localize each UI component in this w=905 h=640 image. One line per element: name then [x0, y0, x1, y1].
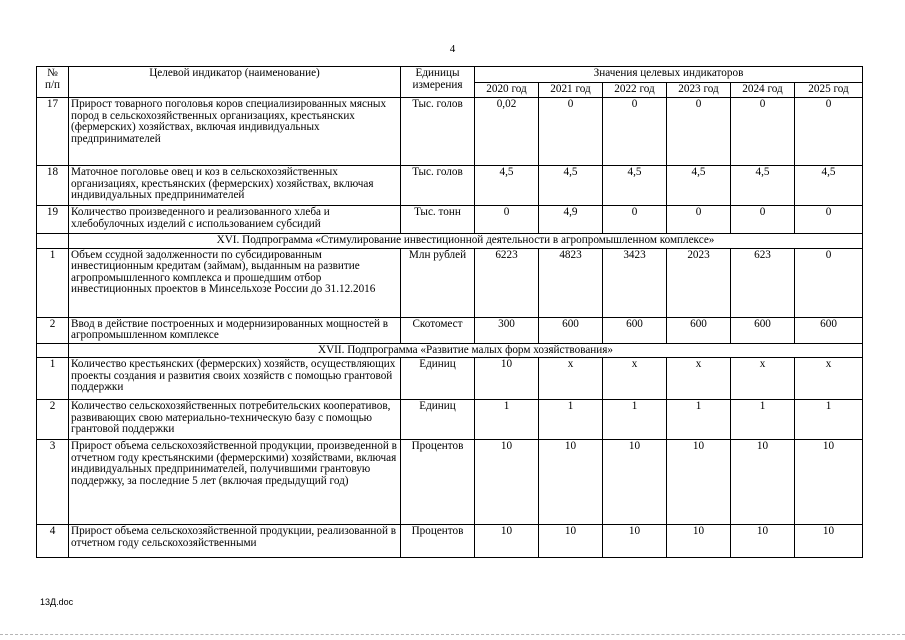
bottom-scan-line [0, 634, 905, 635]
value-cell: x [539, 358, 603, 400]
value-cell: 0 [795, 206, 863, 234]
header-units: Единицы измерения [401, 67, 475, 98]
page-number: 4 [449, 43, 456, 55]
value-cell: 623 [731, 248, 795, 317]
unit-cell: Единиц [401, 400, 475, 440]
value-cell: 4,5 [539, 166, 603, 206]
header-indicator: Целевой индикатор (наименование) [69, 67, 401, 98]
section-row [37, 234, 863, 249]
header-year: 2020 год [475, 83, 539, 98]
indicator-name: Количество сельскохозяйственных потребительских кооперативов, развивающих свою материально-техническую базу с помощью грантовой поддержки [69, 400, 401, 440]
section-row [37, 343, 863, 358]
value-cell: 10 [731, 440, 795, 525]
header-year: 2024 год [731, 83, 795, 98]
value-cell: 6223 [475, 248, 539, 317]
section-num-cell [37, 343, 69, 358]
value-cell: 10 [539, 525, 603, 558]
table-row [37, 206, 863, 234]
header-year: 2021 год [539, 83, 603, 98]
value-cell: 1 [603, 400, 667, 440]
indicator-name: Ввод в действие построенных и модернизированных мощностей в агропромышленном комплексе [69, 317, 401, 343]
header-num: № п/п [37, 67, 69, 98]
section-title: XVI. Подпрограмма «Стимулирование инвестиционной деятельности в агропромышленном комплексе» [69, 234, 863, 249]
value-cell: 4,9 [539, 206, 603, 234]
indicator-name: Прирост товарного поголовья коров специализированных мясных пород в сельскохозяйственных организациях, крестьянских (фермерских) хозяйствах, включая индивидуальных предпринимателей [69, 98, 401, 166]
value-cell: 0 [667, 98, 731, 166]
section-num-cell [37, 234, 69, 249]
indicator-name: Объем ссудной задолженности по субсидированным инвестиционным кредитам (займам), выданным на развитие агропромышленного комплекса и прошедшим отбор инвестиционных проектов в Минсельхозе России до 31.12.2016 [69, 248, 401, 317]
indicators-table [36, 66, 863, 558]
indicator-name: Количество произведенного и реализованного хлеба и хлебобулочных изделий с использованием субсидий [69, 206, 401, 234]
value-cell: 1 [731, 400, 795, 440]
value-cell: 0 [475, 206, 539, 234]
table-row [37, 98, 863, 166]
value-cell: 10 [795, 440, 863, 525]
table-row [37, 166, 863, 206]
header-values-group: Значения целевых индикаторов [475, 67, 863, 83]
table-row [37, 317, 863, 343]
file-name-footer: 13Д.doc [40, 597, 74, 607]
unit-cell: Единиц [401, 358, 475, 400]
value-cell: 4,5 [795, 166, 863, 206]
row-number: 2 [37, 317, 69, 343]
value-cell: x [731, 358, 795, 400]
value-cell: 0 [731, 98, 795, 166]
value-cell: 2023 [667, 248, 731, 317]
value-cell: 10 [667, 440, 731, 525]
value-cell: 300 [475, 317, 539, 343]
value-cell: 10 [603, 525, 667, 558]
value-cell: 4,5 [475, 166, 539, 206]
indicator-name: Маточное поголовье овец и коз в сельскохозяйственных организациях, крестьянских (фермерских) хозяйствах, включая индивидуальных предпринимателей [69, 166, 401, 206]
row-number: 4 [37, 525, 69, 558]
unit-cell: Млн рублей [401, 248, 475, 317]
value-cell: 10 [539, 440, 603, 525]
unit-cell: Процентов [401, 440, 475, 525]
value-cell: 10 [475, 525, 539, 558]
table-row [37, 248, 863, 317]
value-cell: 600 [731, 317, 795, 343]
value-cell: 4,5 [731, 166, 795, 206]
value-cell: 0 [603, 206, 667, 234]
value-cell: 600 [603, 317, 667, 343]
value-cell: 10 [667, 525, 731, 558]
row-number: 1 [37, 358, 69, 400]
value-cell: 10 [731, 525, 795, 558]
row-number: 1 [37, 248, 69, 317]
header-year: 2022 год [603, 83, 667, 98]
value-cell: 1 [795, 400, 863, 440]
value-cell: 0 [731, 206, 795, 234]
value-cell: 10 [475, 358, 539, 400]
row-number: 3 [37, 440, 69, 525]
header-year: 2025 год [795, 83, 863, 98]
table-row [37, 400, 863, 440]
value-cell: 0 [795, 98, 863, 166]
indicator-name: Прирост объема сельскохозяйственной продукции, реализованной в отчетном году сельскохозяйственными [69, 525, 401, 558]
value-cell: 0 [603, 98, 667, 166]
indicator-name: Количество крестьянских (фермерских) хозяйств, осуществляющих проекты создания и развития своих хозяйств с помощью грантовой поддержки [69, 358, 401, 400]
row-number: 18 [37, 166, 69, 206]
row-number: 17 [37, 98, 69, 166]
value-cell: 10 [795, 525, 863, 558]
value-cell: 600 [795, 317, 863, 343]
table-row [37, 440, 863, 525]
section-title: XVII. Подпрограмма «Развитие малых форм хозяйствования» [69, 343, 863, 358]
value-cell: x [795, 358, 863, 400]
indicator-name: Прирост объема сельскохозяйственной продукции, произведенной в отчетном году крестьянскими (фермерскими) хозяйствами, включая индивидуальных предпринимателей, получившими грантовую поддержку, за последние 5 лет (включая предыдущий год) [69, 440, 401, 525]
value-cell: 4,5 [667, 166, 731, 206]
unit-cell: Тыс. голов [401, 166, 475, 206]
value-cell: 4823 [539, 248, 603, 317]
unit-cell: Тыс. тонн [401, 206, 475, 234]
value-cell: 1 [475, 400, 539, 440]
value-cell: 600 [539, 317, 603, 343]
value-cell: 600 [667, 317, 731, 343]
value-cell: 0 [539, 98, 603, 166]
value-cell: 0,02 [475, 98, 539, 166]
value-cell: 3423 [603, 248, 667, 317]
value-cell: x [667, 358, 731, 400]
value-cell: 0 [795, 248, 863, 317]
value-cell: 1 [667, 400, 731, 440]
unit-cell: Тыс. голов [401, 98, 475, 166]
unit-cell: Скотомест [401, 317, 475, 343]
value-cell: x [603, 358, 667, 400]
unit-cell: Процентов [401, 525, 475, 558]
value-cell: 1 [539, 400, 603, 440]
row-number: 19 [37, 206, 69, 234]
value-cell: 10 [475, 440, 539, 525]
value-cell: 0 [667, 206, 731, 234]
table-row [37, 525, 863, 558]
table-row [37, 358, 863, 400]
value-cell: 4,5 [603, 166, 667, 206]
value-cell: 10 [603, 440, 667, 525]
row-number: 2 [37, 400, 69, 440]
header-year: 2023 год [667, 83, 731, 98]
